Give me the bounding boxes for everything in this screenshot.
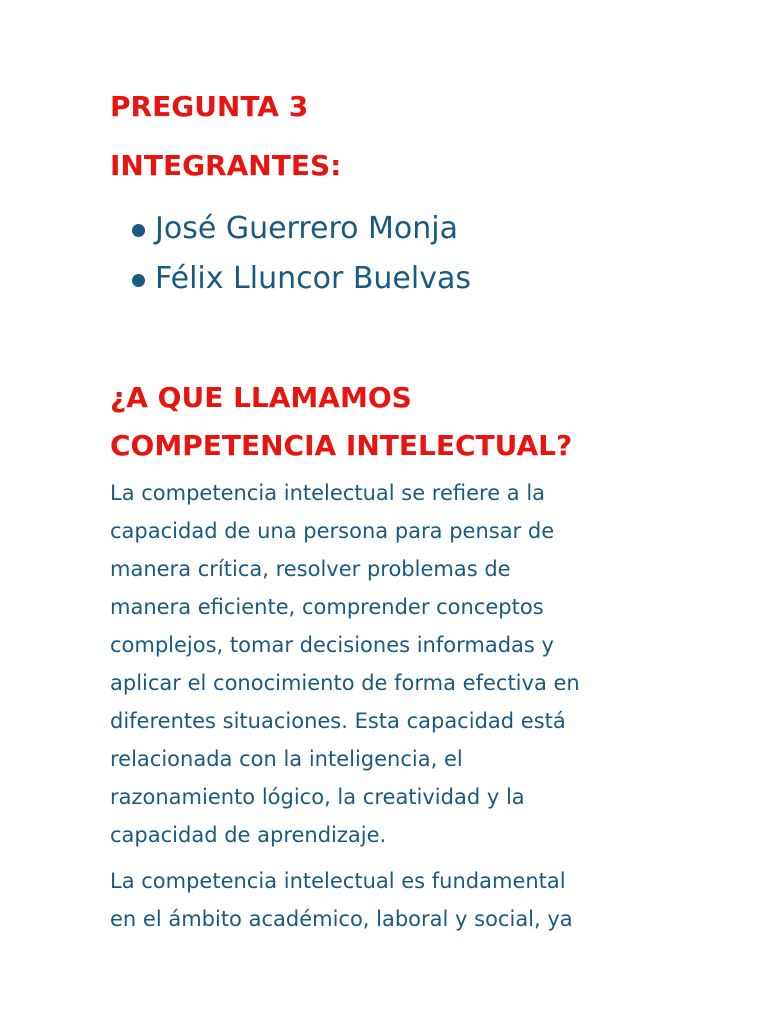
text-line: complejos, tomar decisiones informadas y [110, 633, 554, 657]
text-line: La competencia intelectual es fundamental [110, 869, 566, 893]
text-line: en el ámbito académico, laboral y social, ya [110, 907, 573, 931]
text-line: manera crítica, resolver problemas de [110, 557, 511, 581]
text-line: capacidad de una persona para pensar de [110, 519, 555, 543]
pregunta-heading: PREGUNTA 3 [110, 90, 309, 123]
text-line: La competencia intelectual se refiere a la [110, 481, 546, 505]
members-list [132, 203, 471, 303]
paragraph-definition [110, 474, 580, 854]
text-line: relacionada con la inteligencia, el [110, 747, 463, 771]
text-line: aplicar el conocimiento de forma efectiva en [110, 671, 580, 695]
integrantes-heading: INTEGRANTES: [110, 149, 342, 182]
bullet-icon [132, 274, 145, 287]
question-line: ¿A QUE LLAMAMOS [110, 381, 412, 414]
text-line: capacidad de aprendizaje. [110, 823, 387, 847]
text-line: manera eficiente, comprender conceptos [110, 595, 544, 619]
text-line: razonamiento lógico, la creatividad y la [110, 785, 525, 809]
member-item [132, 203, 471, 253]
text-line: diferentes situaciones. Esta capacidad está [110, 709, 566, 733]
bullet-icon [132, 224, 145, 237]
question-heading [110, 374, 572, 470]
question-line: COMPETENCIA INTELECTUAL? [110, 429, 573, 462]
paragraph-importance [110, 862, 573, 938]
member-name: José Guerrero Monja [155, 210, 459, 246]
member-name: Félix Lluncor Buelvas [155, 260, 471, 296]
member-item [132, 253, 471, 303]
